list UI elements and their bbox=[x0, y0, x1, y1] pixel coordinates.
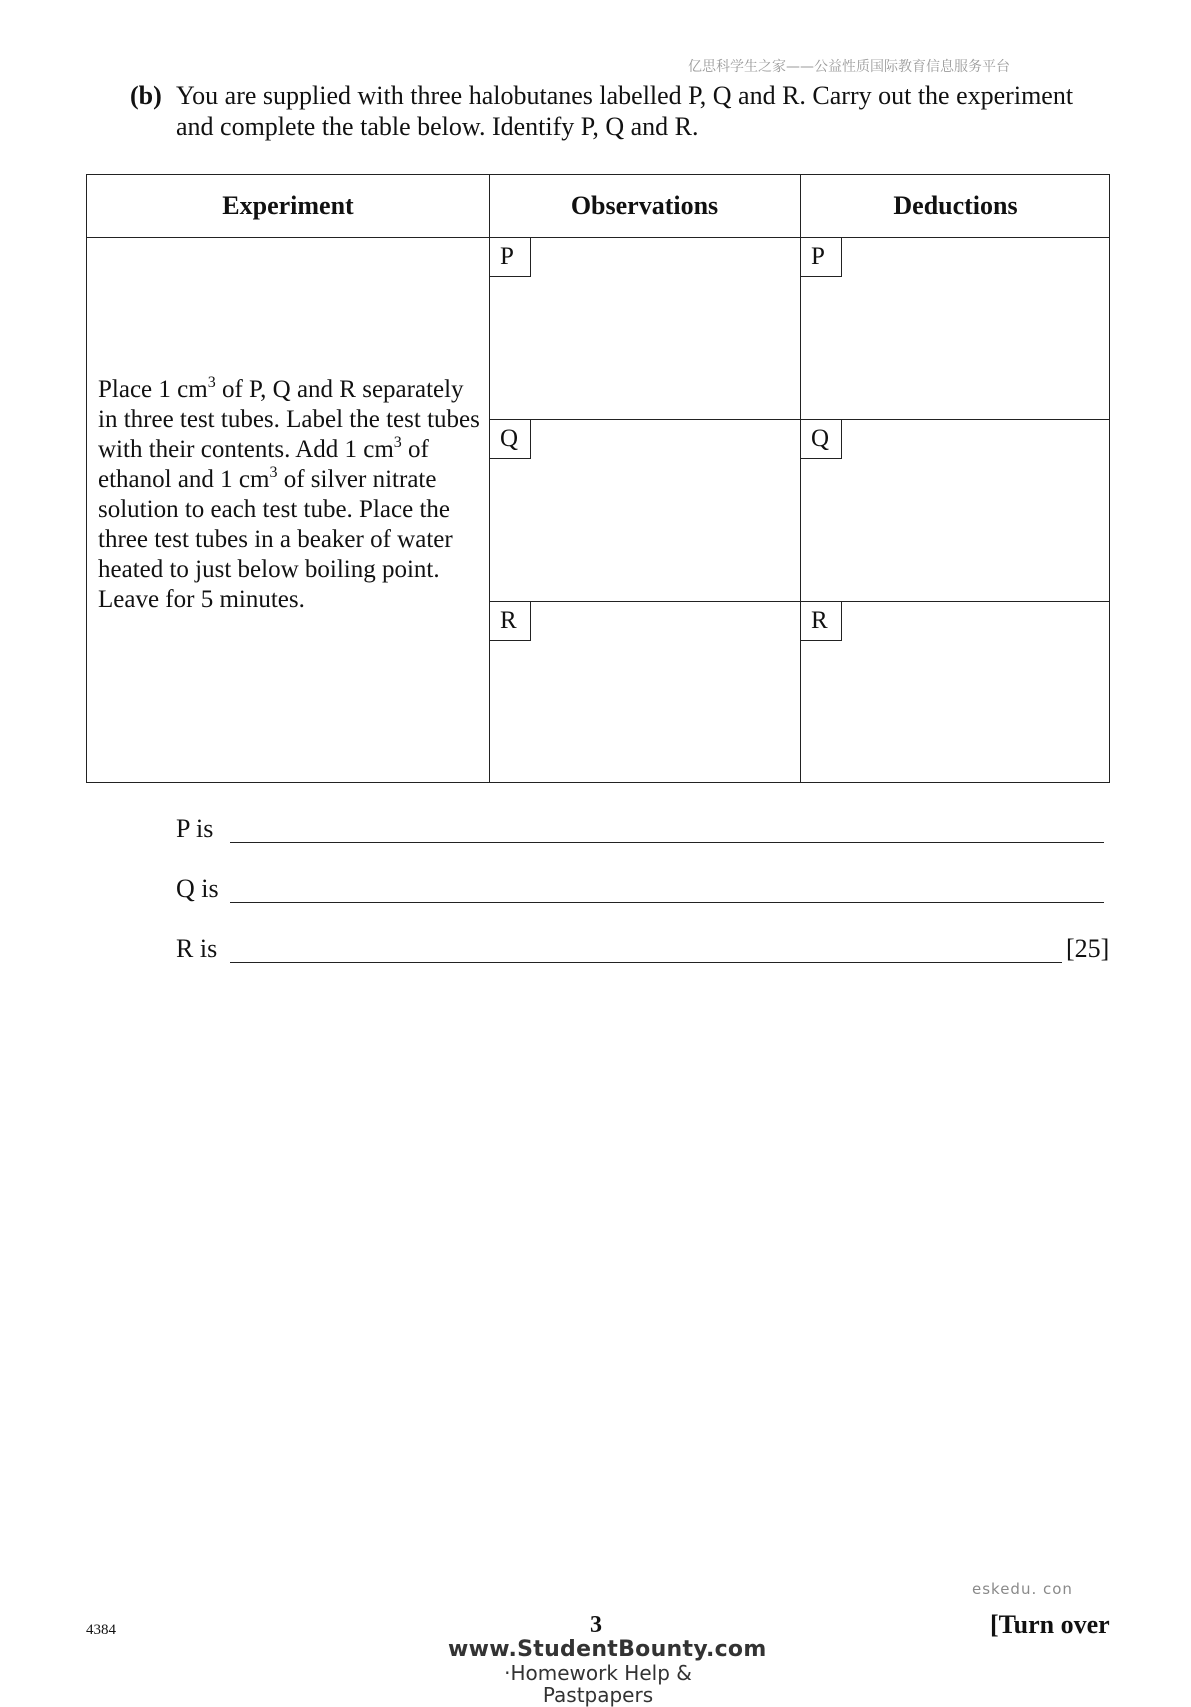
marks-total: [25] bbox=[1066, 934, 1110, 963]
answer-q bbox=[176, 872, 1106, 906]
deduction-label-q: Q bbox=[800, 419, 842, 459]
experiment-instructions: Place 1 $cm^3$ of P, Q and R separately in three test tubes. Label the test tubes with their contents. Add 1 $cm^3$ of ethanol and 1 $cm^3$ of silver nitrate solution to each test tube. Place the three test tubes in a beaker of water heated to just below boiling point. Leave for 5 minutes. bbox=[98, 374, 480, 613]
row-divider bbox=[489, 601, 1109, 602]
answer-q-line[interactable] bbox=[230, 902, 1104, 903]
answer-r-label: R is bbox=[176, 934, 218, 963]
header-observations: Observations bbox=[570, 191, 719, 220]
question-label: (b) bbox=[130, 81, 162, 110]
deduction-label-p: P bbox=[800, 237, 842, 277]
answer-r-line[interactable] bbox=[230, 962, 1062, 963]
answer-q-label: Q is bbox=[176, 874, 219, 903]
logo-tagline: ·Homework Help & Pastpapers bbox=[504, 1661, 692, 1707]
answer-p bbox=[176, 812, 1106, 846]
answer-p-line[interactable] bbox=[230, 842, 1104, 843]
row-divider bbox=[489, 419, 1109, 420]
paper-code: 4384 bbox=[86, 1622, 116, 1638]
results-table bbox=[86, 174, 1110, 783]
logo-url: www.StudentBounty.com bbox=[448, 1637, 767, 1662]
question-text: You are supplied with three halobutanes labelled P, Q and R. Carry out the experiment and complete the table below. Identify P, Q and R. bbox=[176, 81, 1074, 141]
turn-over: [Turn over bbox=[990, 1610, 1110, 1639]
observation-label-r: R bbox=[489, 601, 531, 641]
studentbounty-logo bbox=[448, 1637, 767, 1707]
header-watermark: 亿思科学生之家——公益性质国际教育信息服务平台 bbox=[688, 59, 1010, 75]
answer-r bbox=[176, 932, 1110, 966]
observation-label-p: P bbox=[489, 237, 531, 277]
site-watermark: eskedu. con bbox=[972, 1580, 1073, 1598]
page-number: 3 bbox=[590, 1612, 602, 1638]
header-experiment: Experiment bbox=[222, 191, 354, 220]
header-deductions: Deductions bbox=[893, 191, 1018, 220]
deduction-label-r: R bbox=[800, 601, 842, 641]
observation-label-q: Q bbox=[489, 419, 531, 459]
answer-p-label: P is bbox=[176, 814, 214, 843]
header-row-divider bbox=[87, 237, 1109, 238]
